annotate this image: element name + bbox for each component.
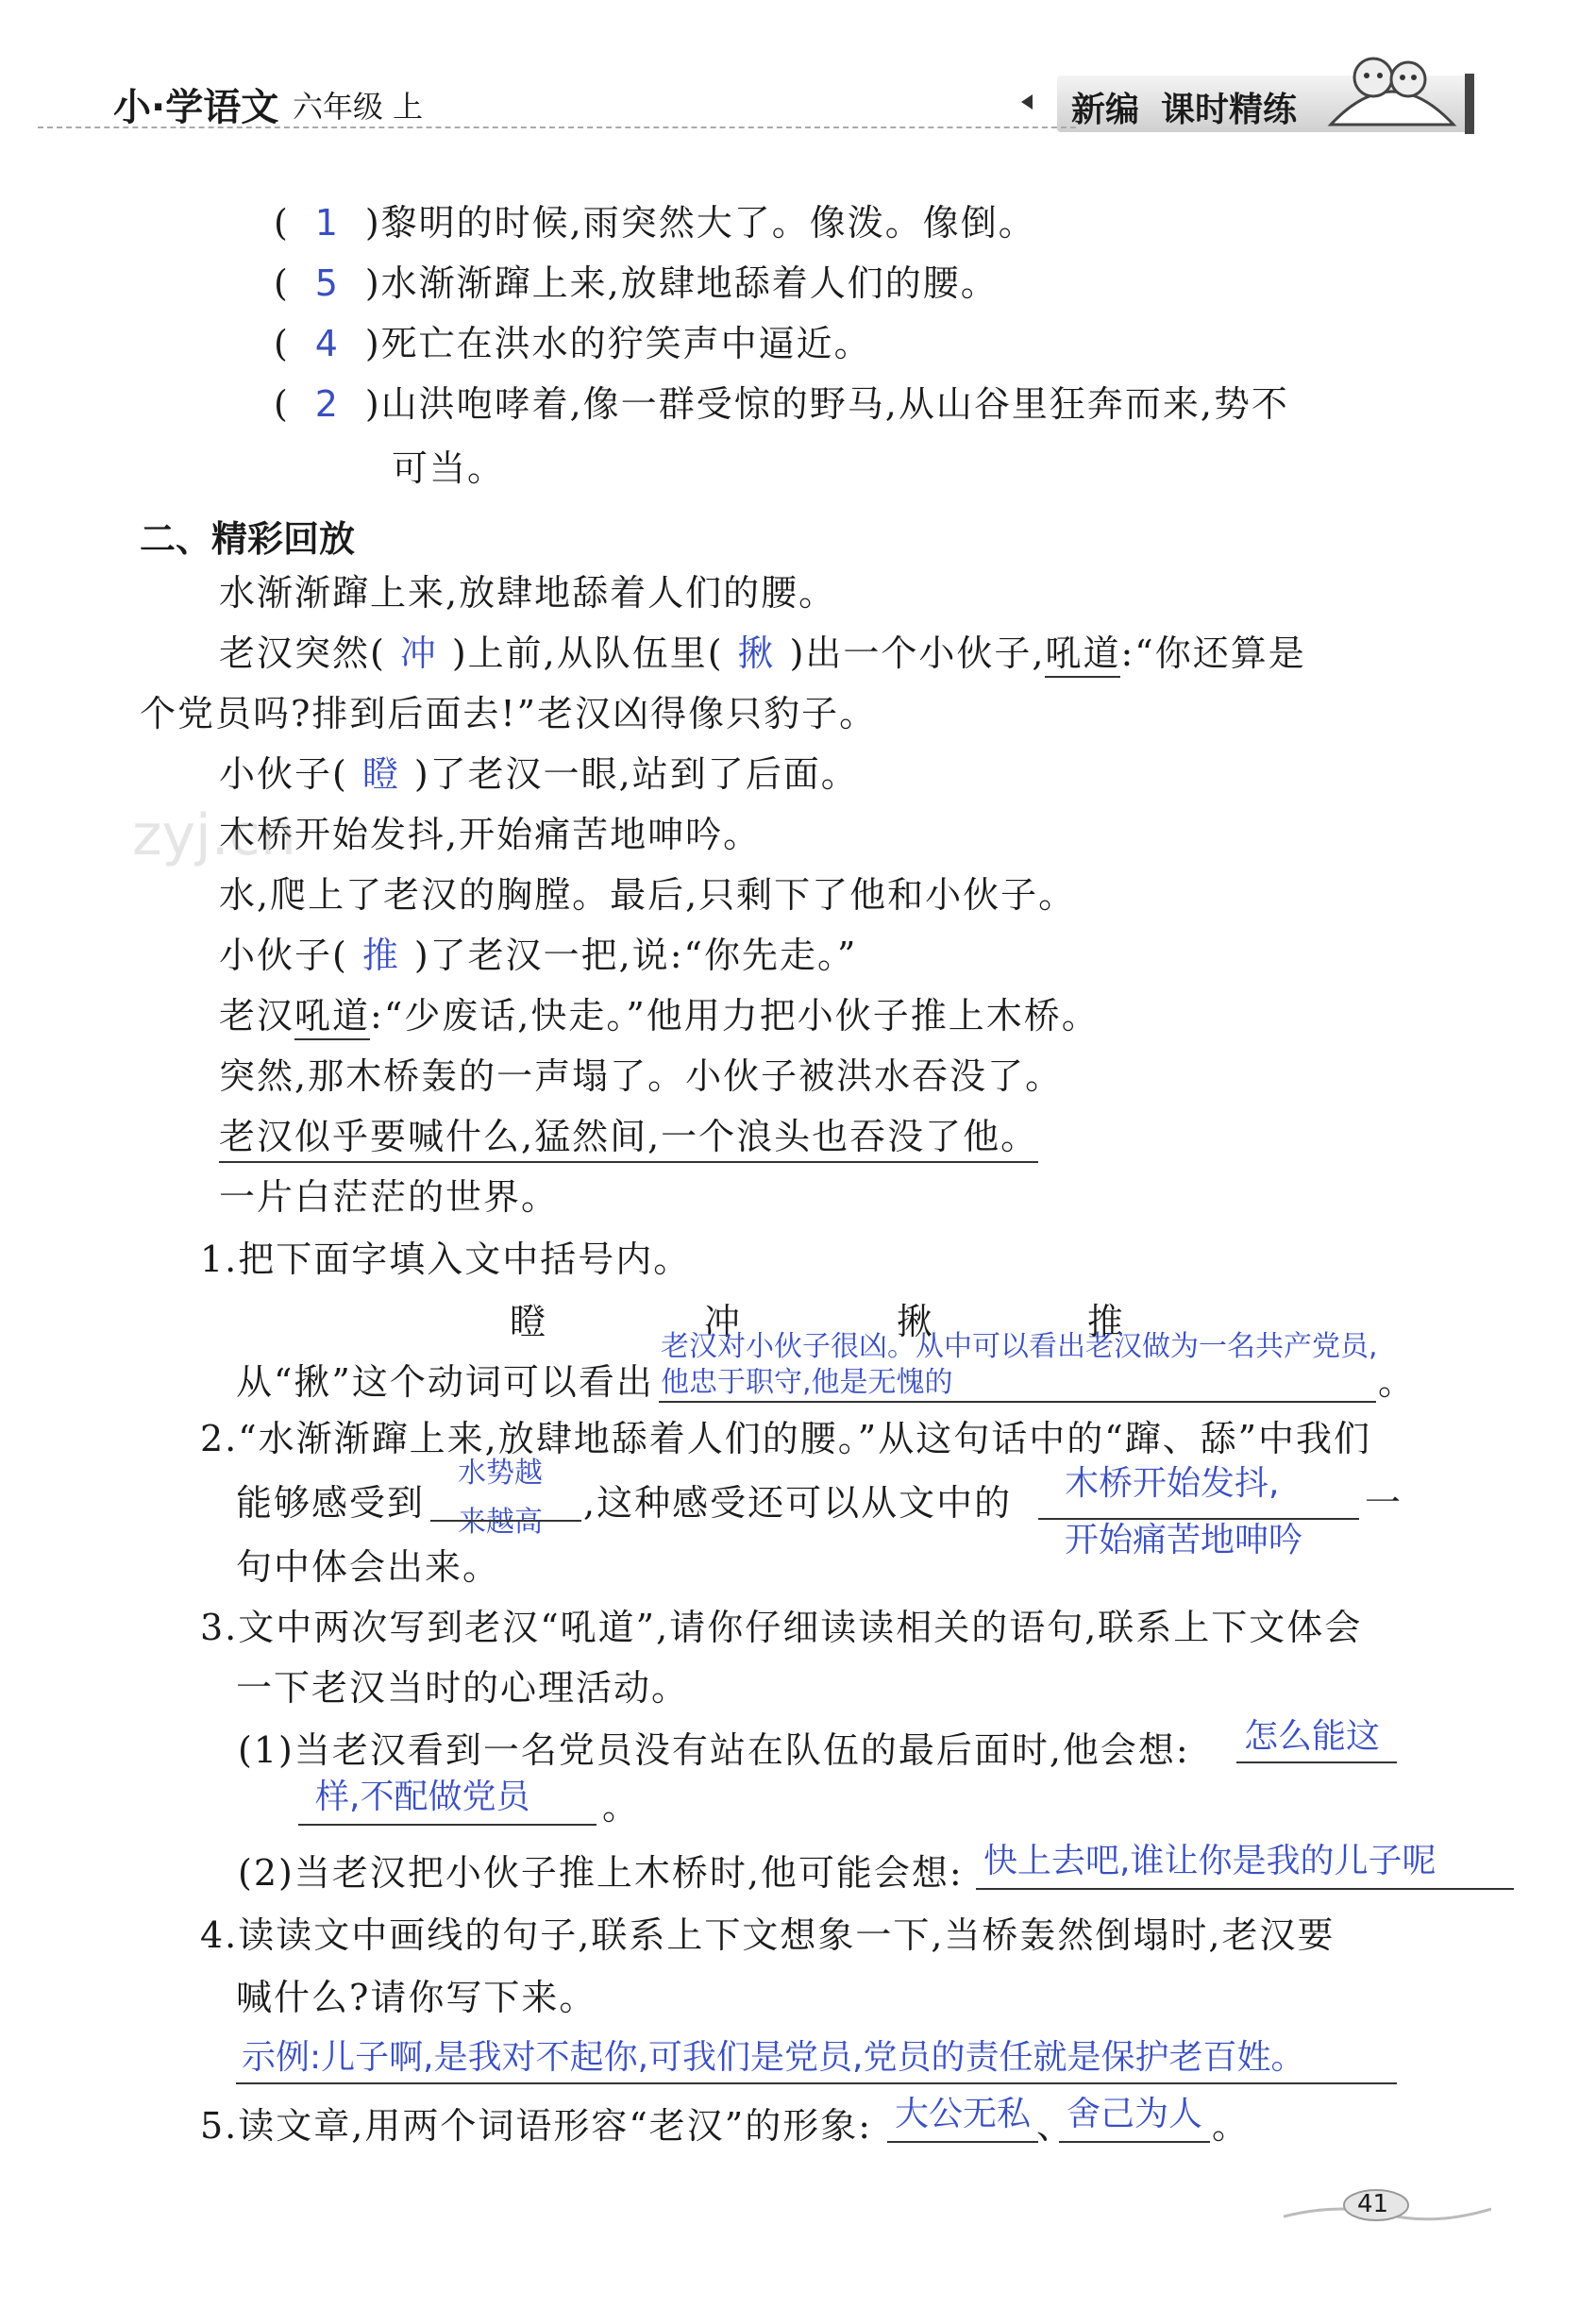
q1-line-2: 从“揪”这个动词可以看出 — [236, 1361, 654, 1403]
header-grade: 六年级 上 — [293, 89, 424, 125]
q5-blank-2 — [1059, 2141, 1210, 2143]
header-brand-b: 课时精练 — [1161, 91, 1298, 129]
passage-line-8: 老汉吼道:“少废话,快走。”他用力把小伙子推上木桥。 — [219, 993, 1100, 1038]
watermark: zyj.cn — [132, 802, 296, 868]
q5-end: 。 — [1212, 2105, 1251, 2147]
passage-line-5: 木桥开始发抖,开始痛苦地呻吟。 — [219, 814, 762, 855]
q2-answer-2b: 开始痛苦地呻吟 — [1065, 1521, 1303, 1559]
q1-answer-line-2: 他忠于职守,他是无愧的 — [661, 1366, 953, 1399]
q2-line-2a: 能够感受到 — [236, 1482, 426, 1524]
passage-underlined-sentence: 老汉似乎要喊什么,猛然间,一个浪头也吞没了他。 — [219, 1114, 1038, 1163]
q2-blank-2 — [1038, 1518, 1359, 1520]
order-item-3: ( 4 )死亡在洪水的狞笑声中逼近。 — [274, 323, 872, 364]
q4-answer: 示例:儿子啊,是我对不起你,可我们是党员,党员的责任就是保护老百姓。 — [242, 2038, 1305, 2077]
passage-line-6: 水,爬上了老汉的胸膛。最后,只剩下了他和小伙子。 — [219, 874, 1077, 916]
passage-line-4: 小伙子( 瞪 )了老汉一眼,站到了后面。 — [219, 753, 859, 795]
q1-end: 。 — [1378, 1361, 1417, 1403]
q2-blank-1 — [430, 1520, 581, 1522]
q5-answer-2: 舍己为人 — [1067, 2095, 1203, 2133]
q1-answer-blank — [659, 1401, 1376, 1403]
q5-line: 5.读文章,用两个词语形容“老汉”的形象: — [200, 2105, 872, 2147]
q3-line-2: 一下老汉当时的心理活动。 — [236, 1667, 690, 1709]
order-item-4: ( 2 )山洪咆哮着,像一群受惊的野马,从山谷里狂奔而来,势不 — [274, 383, 1289, 425]
q5-blank-1 — [887, 2141, 1038, 2143]
header-edge-bar — [1465, 74, 1474, 134]
q2-line-1: 2.“水渐渐蹿上来,放肆地舔着人们的腰。”从这句话中的“蹿、舔”中我们 — [200, 1418, 1372, 1459]
passage-line-7: 小伙子( 推 )了老汉一把,说:“你先走。” — [219, 935, 858, 976]
q4-blank — [236, 2082, 1397, 2084]
q5-sep: 、 — [1036, 2105, 1075, 2147]
header-subject: 小·学语文 — [113, 86, 279, 129]
q1-answer-line-1: 老汉对小伙子很凶。从中可以看出老汉做为一名共产党员, — [661, 1330, 1378, 1363]
passage-line-2: 老汉突然( 冲 )上前,从队伍里( 揪 )出一个小伙子,吼道:“你还算是 — [219, 631, 1306, 676]
passage-line-1: 水渐渐蹿上来,放肆地舔着人们的腰。 — [219, 572, 837, 614]
order-item-4-cont: 可当。 — [392, 447, 506, 489]
q2-answer-1a: 水势越 — [458, 1457, 543, 1490]
q2-dash: 一 — [1365, 1482, 1403, 1524]
q2-line-3: 句中体会出来。 — [236, 1546, 501, 1588]
q2-answer-1b: 来越高 — [458, 1506, 543, 1539]
q1-word-2: 冲 — [704, 1301, 743, 1342]
order-item-2: ( 5 )水渐渐蹿上来,放肆地舔着人们的腰。 — [274, 262, 999, 304]
q1-word-3: 揪 — [897, 1301, 935, 1342]
q2-line-2b: ,这种感受还可以从文中的 — [583, 1482, 1013, 1524]
q3-sub-2: (2)当老汉把小伙子推上木桥时,他可能会想: — [238, 1852, 964, 1894]
passage-line-9: 突然,那木桥轰的一声塌了。小伙子被洪水吞没了。 — [219, 1055, 1064, 1097]
q4-line-1: 4.读读文中画线的句子,联系上下文想象一下,当桥轰然倒塌时,老汉要 — [200, 1914, 1336, 1956]
q3-sub-1-answer-a: 怎么能这 — [1244, 1717, 1381, 1756]
q2-answer-2a: 木桥开始发抖, — [1065, 1464, 1280, 1503]
q3-sub-2-answer: 快上去吧,谁让你是我的儿子呢 — [983, 1842, 1436, 1880]
q4-line-2: 喊什么?请你写下来。 — [236, 1977, 597, 2018]
q3-sub-1: (1)当老汉看到一名党员没有站在队伍的最后面时,他会想: — [238, 1729, 1190, 1771]
passage-line-11: 一片白茫茫的世界。 — [219, 1176, 560, 1218]
q3-sub-1-blank-b — [298, 1824, 596, 1826]
header-mascot-icon — [1321, 40, 1463, 134]
q3-sub-1-blank-a — [1236, 1761, 1397, 1763]
q1-word-4: 推 — [1087, 1301, 1126, 1342]
q5-answer-1: 大公无私 — [895, 2095, 1032, 2133]
q3-sub-1-answer-b: 样,不配做党员 — [315, 1778, 530, 1816]
q1-title: 1.把下面字填入文中括号内。 — [200, 1239, 692, 1280]
header-divider — [38, 126, 1076, 128]
section-title: 二、精彩回放 — [140, 518, 356, 560]
header-arrow-icon — [1021, 94, 1033, 110]
passage-line-3: 个党员吗?排到后面去!”老汉凶得像只豹子。 — [140, 693, 878, 734]
q1-word-1: 瞪 — [510, 1301, 548, 1342]
q3-line-1: 3.文中两次写到老汉“吼道”,请你仔细读读相关的语句,联系上下文体会 — [200, 1607, 1363, 1648]
order-item-1: ( 1 )黎明的时候,雨突然大了。像泼。像倒。 — [274, 202, 1036, 244]
q3-sub-2-blank — [976, 1888, 1514, 1890]
q3-sub-1-end: 。 — [602, 1786, 641, 1828]
header-brand-a: 新编 — [1071, 91, 1140, 129]
page-number: 41 — [1357, 2190, 1389, 2218]
